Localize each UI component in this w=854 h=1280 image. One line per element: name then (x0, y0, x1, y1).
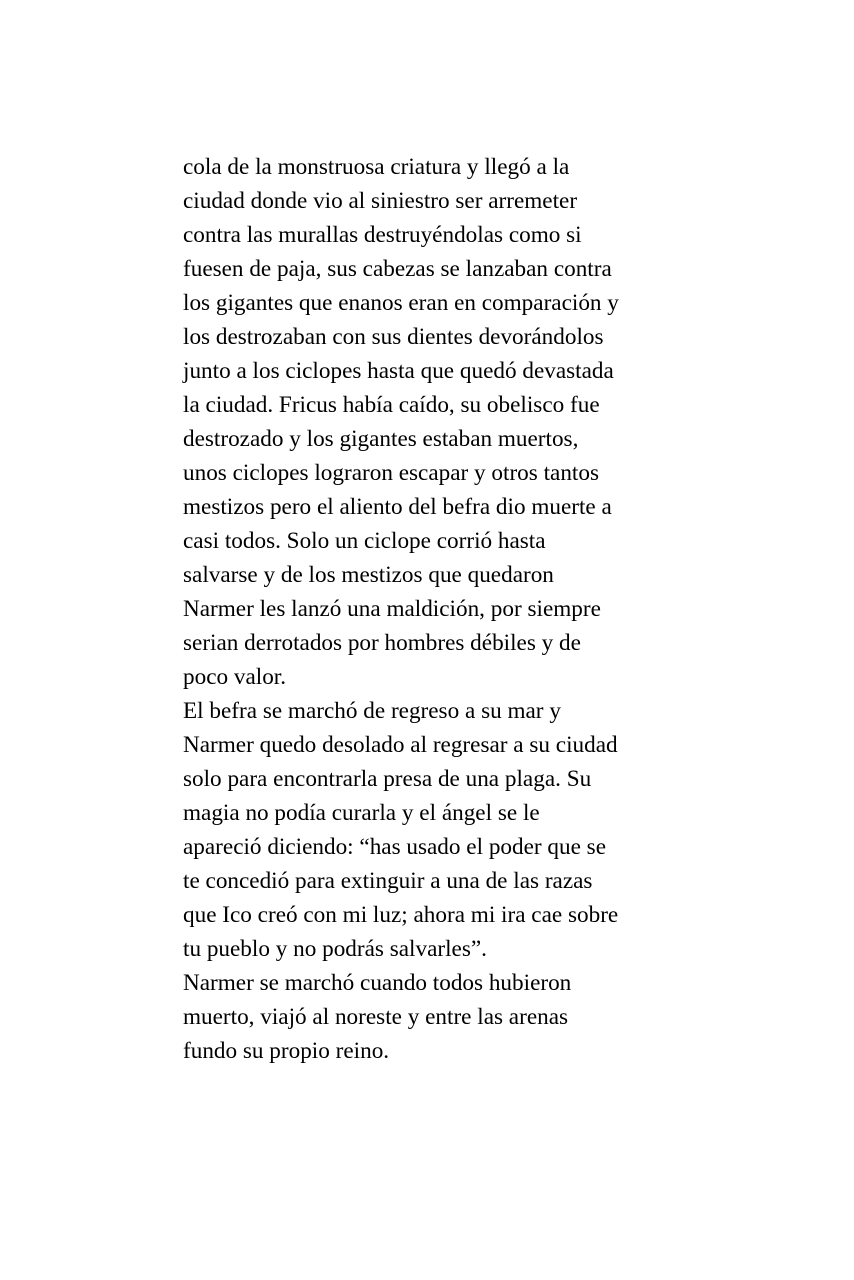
text-line: te concedió para extinguir a una de las razas (183, 868, 593, 894)
text-line: unos ciclopes lograron escapar y otros tantos (183, 460, 599, 486)
text-line: casi todos. Solo un ciclope corrió hasta (183, 528, 546, 554)
text-line: los destrozaban con sus dientes devorándolos (183, 324, 604, 350)
text-line: destrozado y los gigantes estaban muertos, (183, 426, 579, 452)
text-line: fuesen de paja, sus cabezas se lanzaban contra (183, 256, 612, 282)
text-line: magia no podía curarla y el ángel se le (183, 800, 540, 826)
text-line: contra las murallas destruyéndolas como si (183, 222, 582, 248)
text-line: tu pueblo y no podrás salvarles”. (183, 936, 487, 962)
text-line: mestizos pero el aliento del befra dio muerte a (183, 494, 612, 520)
text-line: poco valor. (183, 664, 287, 690)
body-text (183, 150, 703, 1068)
text-line: serian derrotados por hombres débiles y de (183, 630, 581, 656)
text-line: junto a los ciclopes hasta que quedó devastada (183, 358, 614, 384)
text-line: solo para encontrarla presa de una plaga. Su (183, 766, 592, 792)
text-line: apareció diciendo: “has usado el poder que se (183, 834, 607, 860)
text-line: cola de la monstruosa criatura y llegó a la (183, 154, 570, 180)
text-line: Narmer quedo desolado al regresar a su ciudad (183, 732, 618, 758)
text-line: salvarse y de los mestizos que quedaron (183, 562, 554, 588)
text-line: fundo su propio reino. (183, 1038, 390, 1064)
text-line: los gigantes que enanos eran en comparación y (183, 290, 619, 316)
text-line: ciudad donde vio al siniestro ser arremeter (183, 188, 578, 214)
text-line: Narmer les lanzó una maldición, por siempre (183, 596, 601, 622)
text-line: Narmer se marchó cuando todos hubieron (183, 970, 572, 996)
text-line: que Ico creó con mi luz; ahora mi ira cae sobre (183, 902, 619, 928)
text-line: El befra se marchó de regreso a su mar y (183, 698, 561, 724)
text-line: muerto, viajó al noreste y entre las arenas (183, 1004, 569, 1030)
text-line: la ciudad. Fricus había caído, su obelisco fue (183, 392, 600, 418)
